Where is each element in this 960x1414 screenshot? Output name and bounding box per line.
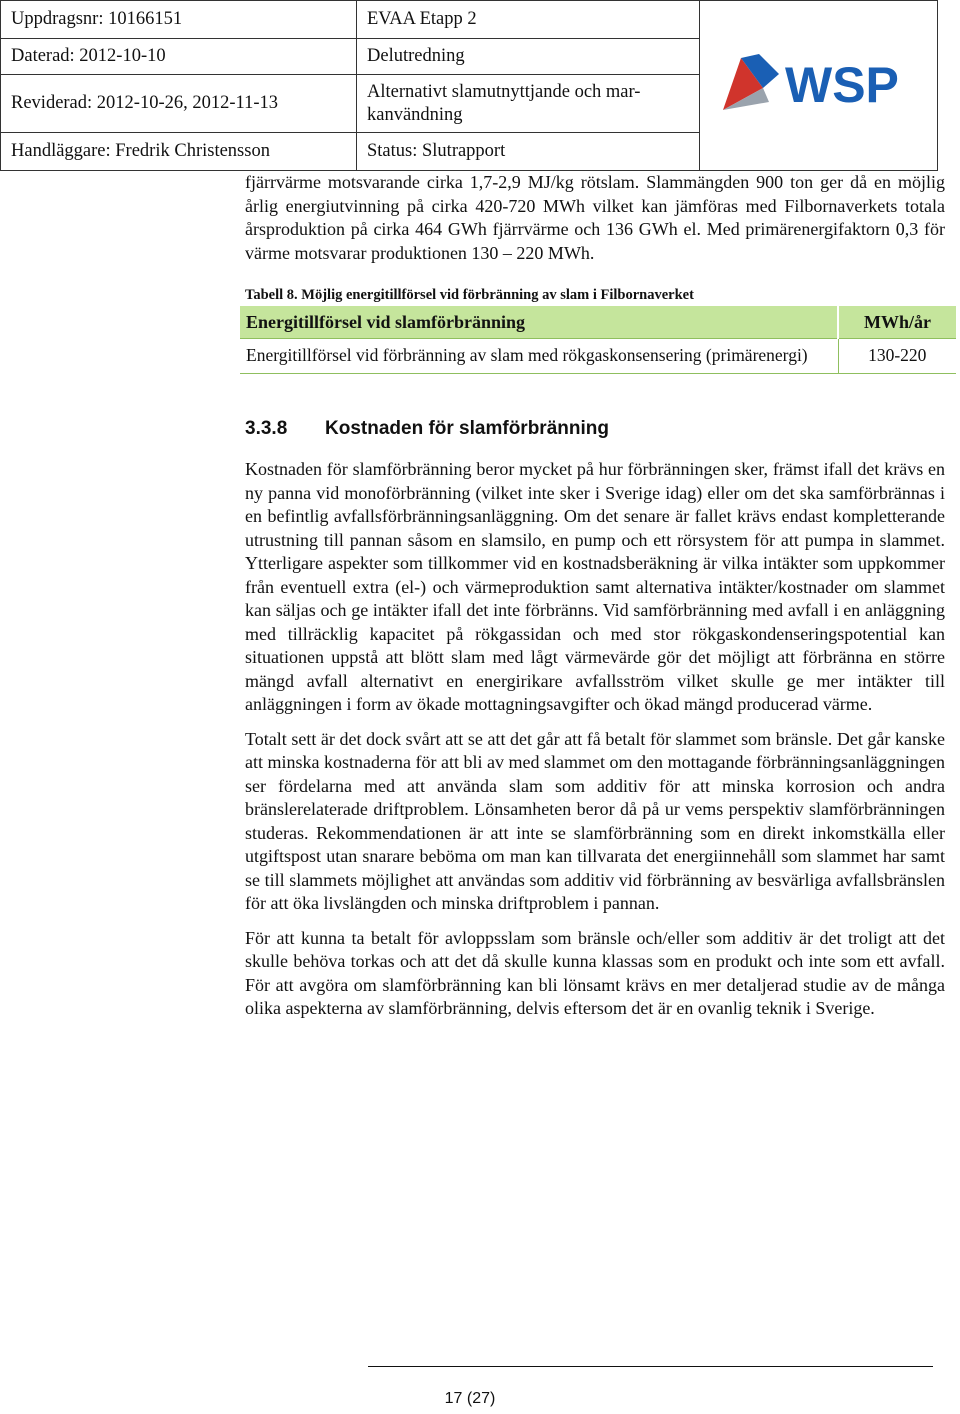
page-number: 17 (27) [444,1390,496,1407]
intro-text: fjärrvärme motsvarande cirka 1,7-2,9 MJ/kg rötslam. Slammängden 900 ton ger då en möjlig årlig energiutvinning på cirka 420-720 MWh vilket kan jämföras med Filbornaverkets totala årsproduktion på cirka 464 GWh fjärrvärme och 136 GWh el. Med primärenergifaktorn 0,3 för värme motsvarar produktionen 130 – 220 MWh. [245,172,945,263]
table-cell-description: Energitillförsel vid förbränning av slam med rökgaskonsensering (primärenergi) [240,339,838,374]
report-subtitle [357,75,700,133]
paragraph-2: Totalt sett är det dock svårt att se att det går att få betalt för slammet som bränsle. Det går kanske att minska kostnaderna för att bli av med slammet om den mottagande förbränningsanläggningen ser fördelarna med att använda slam som additiv för att minska korrosion och andra bränslerelaterade driftproblem. Lönsamheten beror då på ur vems perspektiv slamförbränningen studeras. Rekommendationen är att inte se slamförbränning som en direkt inkomstkälla eller utgiftspost utan snarare beböma om man kan tillvarata det energiinnehåll som slammet har samt se till slammets möjlighet att användas som additiv vid förbränning av besvärliga avfallsbränslen för att öka livslängden och minska driftproblem i pannan. [245,728,945,913]
section-heading [245,418,609,440]
intro-paragraph [245,171,945,265]
date-created: Daterad: 2012-10-10 [1,39,357,75]
subtitle-line-1: Alternativt slamutnyttjande och mar- [367,81,641,102]
logo-text: WSP [784,57,899,112]
paragraph-1: Kostnaden för slamförbränning beror mycket på hur förbränningen sker, främst ifall det krävs en ny panna vid monoförbränning (vilket inte sker i Sverige idag) eller om det ska samförbrännas i en befintlig avfallsförbränningsanläggning. Om det senare är fallet krävs endast kompletterande utrustning till pannan såsom en slamsilo, en pump och ett rörsystem för att pumpa in slammet. Ytterligare aspekter som tillkommer vid en kostnadsberäkning är vilka intäkter som uppkommer från eventuell extra (el-) och värmeproduktion samt alternativa intäkter/kostnader om slammet kan säljas och ge intäkter ifall det inte förbränns. Vid samförbränning med avfall i en anläggning med tillräcklig kapacitet på rökgassidan och med stor rökgaskondenseringspotential kan situationen uppstå att blött slam med lågt värmevärde gör det möjligt att förbränna en större mängd avfall alternativt en energirikare avfallsström vilket skulle ge mer intäkter till anläggningen i form av ökade mottagningsavgifter och ökad mängd producerad värme. [245,459,945,714]
subtitle-line-2: kanvändning [367,104,463,125]
paragraph-3: För att kunna ta betalt för avloppsslam som bränsle och/eller som additiv är det troligt att det skulle behöva torkas och att det då skulle kunna klassas som en produkt och inte som ett avfall. För att avgöra om slamförbränning kan bli lönsamt krävs en mer detaljerad studie av de många olika aspekterna av slamförbränning, delvis eftersom det är en ovanlig teknik i Sverige. [245,927,945,1018]
table-row [240,339,956,374]
logo-cell [700,1,938,171]
document-header [0,0,938,171]
table-header-right: MWh/år [838,306,956,339]
table-caption: Tabell 8. Möjlig energitillförsel vid förbränning av slam i Filbornaverket [245,287,694,303]
footer-rule [368,1366,933,1367]
energy-table [240,306,956,374]
section-body [245,458,945,1021]
section-title: Kostnaden för slamförbränning [325,418,609,439]
date-revised: Reviderad: 2012-10-26, 2012-11-13 [1,75,357,133]
wsp-logo [719,52,919,112]
section-number: 3.3.8 [245,418,288,439]
report-type: Delutredning [357,39,700,75]
table-cell-value: 130-220 [838,339,956,374]
report-status: Status: Slutrapport [357,133,700,171]
table-header-row [240,306,956,339]
assignment-number: Uppdragsnr: 10166151 [1,1,357,39]
handler: Handläggare: Fredrik Christensson [1,133,357,171]
table-header-left: Energitillförsel vid slamförbränning [240,306,838,339]
project-name: EVAA Etapp 2 [357,1,700,39]
